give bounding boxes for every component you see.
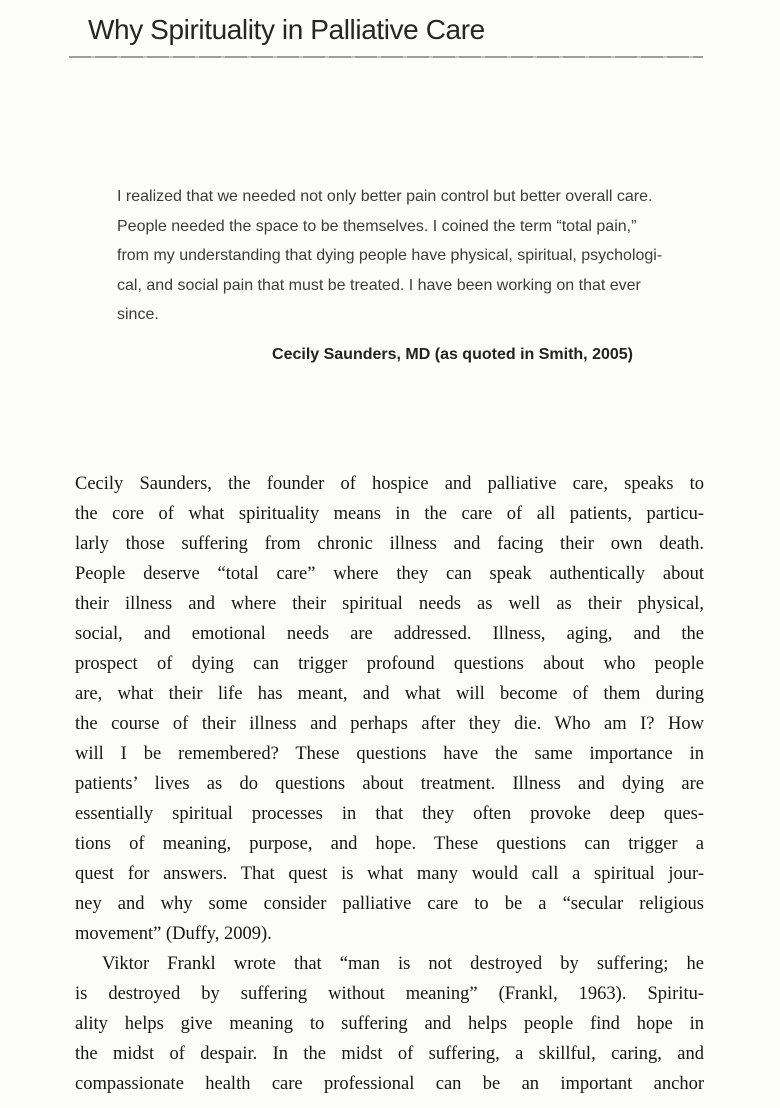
text-line: the core of what spirituality means in the care of all patients, particu- [75,503,704,524]
text-line: movement” (Duffy, 2009). [75,923,272,944]
text-line: are, what their life has meant, and what will become of them during [75,683,704,704]
text-line: essentially spiritual processes in that they often provoke deep ques- [75,803,704,824]
text-line: People deserve “total care” where they can speak authentically about [75,563,704,584]
paragraph [75,949,704,1099]
text-line: is destroyed by suffering without meaning” (Frankl, 1963). Spiritu- [75,983,704,1004]
text-line: will I be remembered? These questions have the same importance in [75,743,704,764]
text-line: ality helps give meaning to suffering and helps people find hope in [75,1013,704,1034]
text-line: social, and emotional needs are addressed. Illness, aging, and the [75,623,704,644]
text-line: prospect of dying can trigger profound questions about who people [75,653,704,674]
text-line: larly those suffering from chronic illness and facing their own death. [75,533,704,554]
body-text [75,469,704,1099]
text-line: Cecily Saunders, the founder of hospice and palliative care, speaks to [75,473,704,494]
text-line: the midst of despair. In the midst of suffering, a skillful, caring, and [75,1043,704,1064]
chapter-title: Why Spirituality in Palliative Care [88,14,485,45]
text-line: ney and why some consider palliative care to be a “secular religious [75,893,704,914]
quote-line: I realized that we needed not only better pain control but better overall care. [117,188,653,205]
quote-attribution: Cecily Saunders, MD (as quoted in Smith, 2005) [272,345,633,363]
text-line: the course of their illness and perhaps after they die. Who am I? How [75,713,704,734]
quote-line: since. [117,306,159,323]
quote-lines [117,182,694,330]
quote-line: from my understanding that dying people have physical, spiritual, psychologi- [117,247,663,264]
text-line: Viktor Frankl wrote that “man is not destroyed by suffering; he [102,953,704,974]
text-line: their illness and where their spiritual needs as well as their physical, [75,593,704,614]
quote-line: People needed the space to be themselves. I coined the term “total pain,” [117,217,637,235]
text-line: tions of meaning, purpose, and hope. These questions can trigger a [75,833,704,854]
text-line: patients’ lives as do questions about treatment. Illness and dying are [75,773,704,794]
block-quote [117,182,694,367]
paragraph [75,469,704,949]
quote-line: cal, and social pain that must be treated. I have been working on that ever [117,276,641,294]
text-line: compassionate health care professional can be an important anchor [75,1073,704,1094]
title-rule [69,56,703,58]
text-line: quest for answers. That quest is what many would call a spiritual jour- [75,863,704,884]
